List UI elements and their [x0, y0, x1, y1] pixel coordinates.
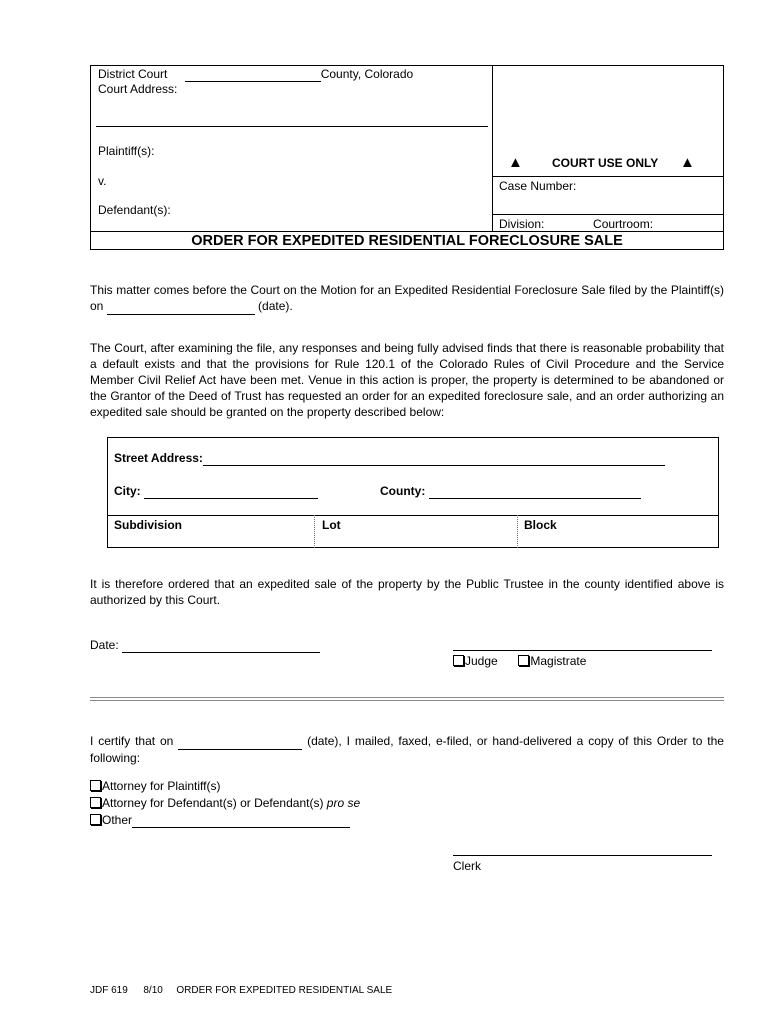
triangle-right-icon: ▲ [680, 154, 695, 171]
block-label: Block [524, 518, 557, 532]
intro-date-label: (date). [258, 299, 293, 313]
findings-paragraph: The Court, after examining the file, any responses and being fully advised finds that there is reasonable probability that a default exists and that the provisions for Rule 120.1 of the Colorado Rules of Civil Procedure and the Service Member Civil Relief Act have been met. Venue in this action is proper, the property is determined to be abandoned or the Grantor of the Deed of Trust has requested an order for an expedited foreclosure sale, and an order authorizing an expedited sale should be granted on the property described below: [90, 341, 724, 419]
judge-signature-line[interactable] [453, 650, 712, 651]
division-field[interactable] [548, 217, 590, 232]
clerk-label: Clerk [453, 859, 482, 873]
county-name-field[interactable] [185, 67, 321, 82]
case-number-divider [492, 214, 724, 215]
judge-checkbox[interactable] [453, 655, 464, 666]
certificate-text-a: I certify that on [90, 734, 174, 748]
section-separator [90, 697, 724, 701]
city-line [114, 484, 318, 499]
magistrate-label: Magistrate [530, 654, 587, 668]
recipient-defendant [90, 796, 360, 810]
recipient-plaintiff [90, 779, 221, 793]
case-number-label: Case Number: [499, 179, 577, 193]
footer [90, 985, 392, 996]
order-date-label: Date: [90, 638, 119, 652]
county-colorado-label: County, Colorado [320, 67, 414, 81]
magistrate-checkbox[interactable] [518, 655, 529, 666]
attorney-plaintiff-label: Attorney for Plaintiff(s) [102, 779, 221, 793]
intro-text: This matter comes before the Court on the Motion for an Expedited Residential Foreclosure Sale filed by the Plaintiff(s) on [90, 283, 724, 313]
subdivision-label: Subdivision [114, 518, 183, 532]
court-use-divider [492, 176, 724, 177]
county-label: County: [380, 484, 426, 498]
division-label: Division: [499, 217, 545, 231]
document-title: ORDER FOR EXPEDITED RESIDENTIAL FORECLOSURE SALE [191, 233, 623, 249]
form-id: JDF 619 [90, 985, 128, 996]
other-checkbox[interactable] [90, 814, 101, 825]
defendants-label: Defendant(s): [98, 203, 171, 217]
courtroom-field[interactable] [656, 217, 688, 232]
clerk-signature-line[interactable] [453, 855, 712, 856]
street-address-field[interactable] [203, 451, 665, 466]
county-line [380, 484, 641, 499]
other-field[interactable] [132, 813, 350, 828]
lot-label: Lot [322, 518, 341, 532]
triangle-left-icon: ▲ [508, 154, 523, 171]
judge-label: Judge [465, 654, 498, 668]
court-use-only-label: COURT USE ONLY [552, 156, 659, 170]
street-address-line [114, 451, 665, 466]
certificate-date-field[interactable] [178, 733, 302, 750]
versus-label: v. [98, 174, 107, 188]
order-paragraph: It is therefore ordered that an expedited sale of the property by the Public Trustee in the county identified above is authorized by this Court. [90, 577, 724, 607]
attorney-defendant-checkbox[interactable] [90, 797, 101, 808]
court-address-field[interactable] [96, 126, 488, 127]
certificate-text-b: (date), I mailed, faxed, e-filed, or hand-delivered a copy of this Order to the following: [90, 734, 724, 765]
district-court-line [98, 67, 413, 82]
order-date-line [90, 638, 320, 653]
court-address-label: Court Address: [98, 82, 178, 96]
form-footer-title: ORDER FOR EXPEDITED RESIDENTIAL SALE [176, 985, 393, 996]
property-col-divider [314, 515, 315, 548]
property-row-divider [107, 515, 719, 516]
form-revision: 8/10 [143, 985, 163, 996]
judge-options [453, 654, 586, 668]
motion-date-field[interactable] [107, 298, 255, 315]
city-label: City: [114, 484, 141, 498]
other-label: Other [102, 813, 133, 827]
caption-divider [492, 65, 493, 232]
plaintiffs-label: Plaintiff(s): [98, 144, 155, 158]
division-courtroom-line [499, 217, 688, 232]
county-field[interactable] [429, 484, 641, 499]
property-col-divider [517, 515, 518, 548]
recipient-other [90, 813, 350, 828]
courtroom-label: Courtroom: [593, 217, 654, 231]
street-address-label: Street Address: [114, 451, 203, 465]
pro-se-label: pro se [326, 796, 361, 810]
attorney-defendant-label: Attorney for Defendant(s) or Defendant(s) [102, 796, 324, 810]
certificate-paragraph [90, 733, 724, 766]
district-court-label: District Court [98, 67, 168, 81]
order-date-field[interactable] [122, 638, 320, 653]
attorney-plaintiff-checkbox[interactable] [90, 780, 101, 791]
city-field[interactable] [144, 484, 318, 499]
intro-paragraph [90, 282, 724, 315]
